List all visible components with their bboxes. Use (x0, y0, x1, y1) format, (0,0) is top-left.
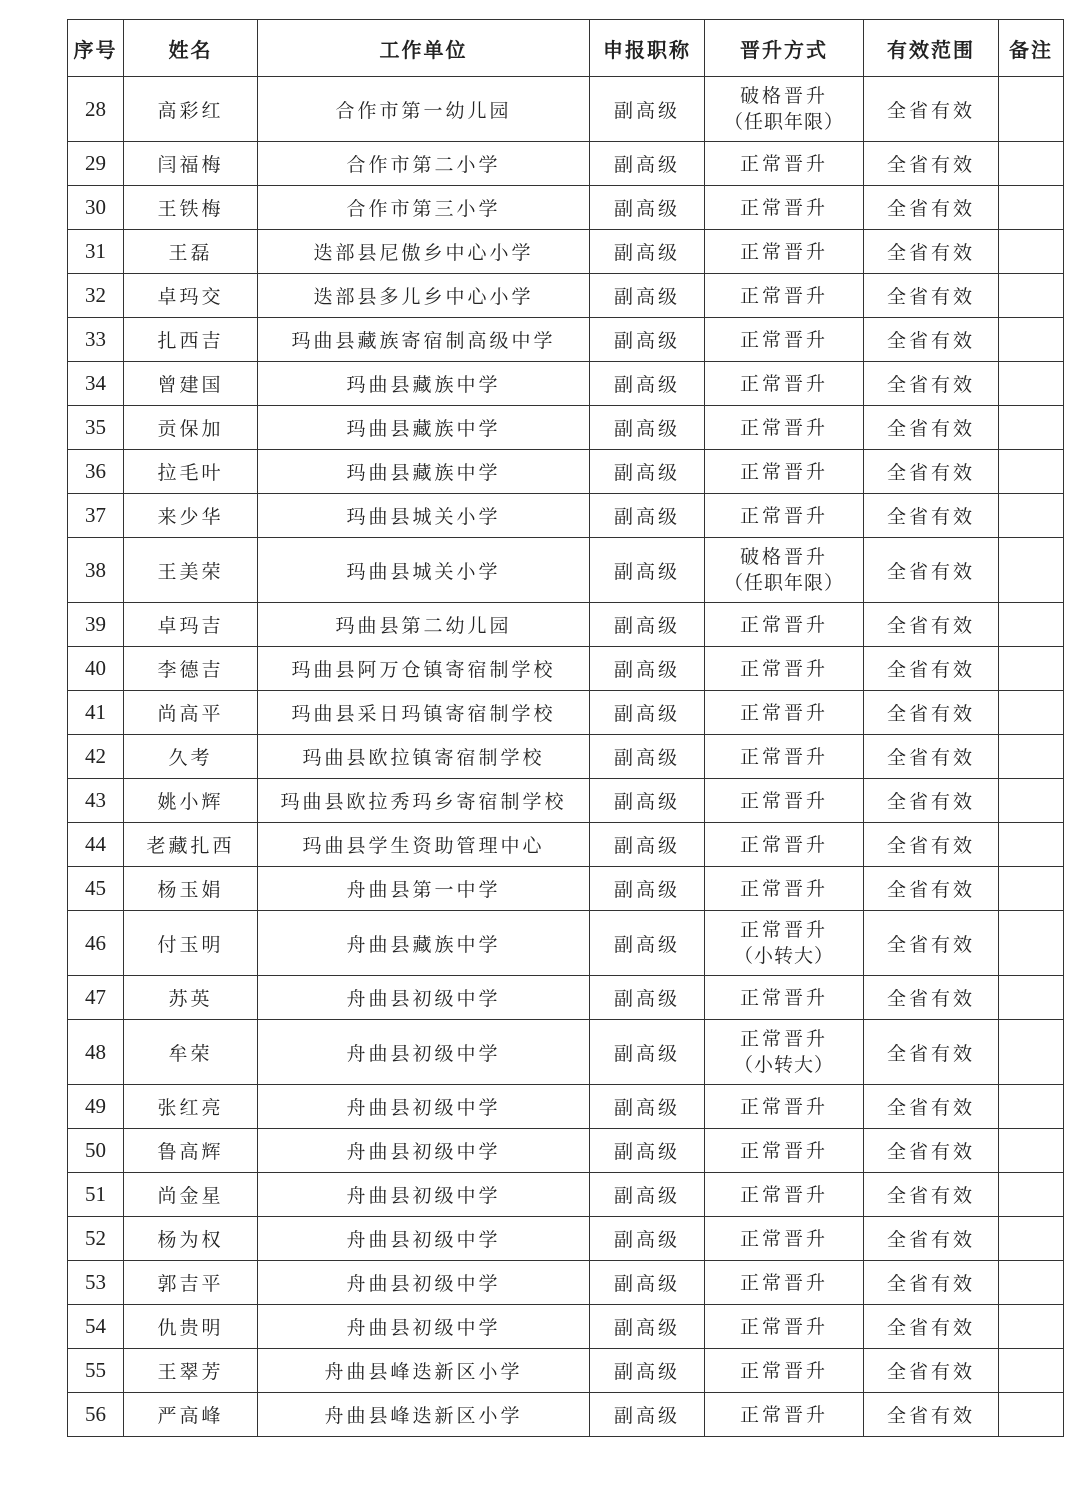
name-cell: 老藏扎西 (124, 823, 258, 867)
unit-cell: 舟曲县峰迭新区小学 (258, 1349, 590, 1393)
title-cell: 副高级 (590, 603, 705, 647)
row-number-cell: 54 (68, 1305, 124, 1349)
unit-cell: 玛曲县采日玛镇寄宿制学校 (258, 691, 590, 735)
remark-cell (999, 1349, 1064, 1393)
method-cell (705, 867, 864, 911)
unit-cell: 合作市第三小学 (258, 186, 590, 230)
table-row (68, 976, 1064, 1020)
method-cell (705, 1020, 864, 1085)
remark-cell (999, 450, 1064, 494)
table-row (68, 1305, 1064, 1349)
title-cell: 副高级 (590, 362, 705, 406)
method-cell (705, 603, 864, 647)
row-number-cell: 53 (68, 1261, 124, 1305)
row-number-cell: 46 (68, 911, 124, 976)
scope-cell: 全省有效 (864, 1261, 999, 1305)
method-label: 正常晋升 (739, 1227, 828, 1250)
row-number-cell: 35 (68, 406, 124, 450)
name-cell: 拉毛叶 (124, 450, 258, 494)
method-cell (705, 1349, 864, 1393)
scope-cell: 全省有效 (864, 1173, 999, 1217)
title-cell: 副高级 (590, 1173, 705, 1217)
row-number-cell: 44 (68, 823, 124, 867)
remark-cell (999, 538, 1064, 603)
title-cell: 副高级 (590, 318, 705, 362)
unit-cell: 玛曲县欧拉镇寄宿制学校 (258, 735, 590, 779)
table-row (68, 494, 1064, 538)
method-cell (705, 362, 864, 406)
remark-cell (999, 823, 1064, 867)
unit-cell: 舟曲县初级中学 (258, 1173, 590, 1217)
method-label: 正常晋升 (739, 460, 828, 483)
title-cell: 副高级 (590, 691, 705, 735)
scope-cell: 全省有效 (864, 691, 999, 735)
name-cell: 久考 (124, 735, 258, 779)
table-row (68, 1173, 1064, 1217)
method-label: 正常晋升 (739, 1095, 828, 1118)
table-row (68, 362, 1064, 406)
unit-cell: 玛曲县藏族寄宿制高级中学 (258, 318, 590, 362)
title-cell: 副高级 (590, 186, 705, 230)
unit-cell: 玛曲县藏族中学 (258, 406, 590, 450)
method-cell (705, 647, 864, 691)
title-cell: 副高级 (590, 274, 705, 318)
scope-cell: 全省有效 (864, 230, 999, 274)
scope-cell: 全省有效 (864, 274, 999, 318)
row-number-cell: 52 (68, 1217, 124, 1261)
unit-cell: 玛曲县藏族中学 (258, 450, 590, 494)
unit-cell: 舟曲县藏族中学 (258, 911, 590, 976)
row-number-cell: 50 (68, 1129, 124, 1173)
unit-cell: 玛曲县第二幼儿园 (258, 603, 590, 647)
method-label: 正常晋升 (739, 372, 828, 395)
remark-cell (999, 976, 1064, 1020)
row-number-cell: 43 (68, 779, 124, 823)
method-label: 正常晋升 (739, 1139, 828, 1162)
name-cell: 姚小辉 (124, 779, 258, 823)
name-cell: 贡保加 (124, 406, 258, 450)
table-row (68, 274, 1064, 318)
unit-cell: 舟曲县初级中学 (258, 1305, 590, 1349)
unit-cell: 玛曲县学生资助管理中心 (258, 823, 590, 867)
name-cell: 王铁梅 (124, 186, 258, 230)
remark-cell (999, 362, 1064, 406)
method-label: 正常晋升 (739, 789, 828, 812)
unit-cell: 玛曲县藏族中学 (258, 362, 590, 406)
table-row (68, 450, 1064, 494)
scope-cell: 全省有效 (864, 1349, 999, 1393)
row-number-cell: 36 (68, 450, 124, 494)
method-label: 正常晋升 (739, 196, 828, 219)
method-label: 正常晋升 (739, 240, 828, 263)
table-row (68, 867, 1064, 911)
remark-cell (999, 1085, 1064, 1129)
method-note: （任职年限） (723, 111, 844, 133)
method-cell (705, 494, 864, 538)
method-cell (705, 186, 864, 230)
table-row (68, 603, 1064, 647)
table-row (68, 691, 1064, 735)
table-row (68, 911, 1064, 976)
name-cell: 郭吉平 (124, 1261, 258, 1305)
header-remark: 备注 (999, 20, 1064, 77)
remark-cell (999, 1129, 1064, 1173)
row-number-cell: 45 (68, 867, 124, 911)
method-cell (705, 911, 864, 976)
remark-cell (999, 1305, 1064, 1349)
scope-cell: 全省有效 (864, 1393, 999, 1437)
method-label: 正常晋升 (739, 152, 828, 175)
unit-cell: 舟曲县第一中学 (258, 867, 590, 911)
table-row (68, 186, 1064, 230)
title-cell: 副高级 (590, 1020, 705, 1085)
table-row (68, 735, 1064, 779)
method-label: 正常晋升 (739, 877, 828, 900)
scope-cell: 全省有效 (864, 647, 999, 691)
row-number-cell: 49 (68, 1085, 124, 1129)
remark-cell (999, 647, 1064, 691)
method-label: 正常晋升 (739, 1403, 828, 1426)
method-label: 正常晋升 (739, 284, 828, 307)
method-note: （小转大） (733, 1054, 834, 1076)
title-cell: 副高级 (590, 450, 705, 494)
scope-cell: 全省有效 (864, 1129, 999, 1173)
remark-cell (999, 779, 1064, 823)
scope-cell: 全省有效 (864, 77, 999, 142)
method-label: 正常晋升 (739, 1315, 828, 1338)
method-cell (705, 1129, 864, 1173)
row-number-cell: 29 (68, 142, 124, 186)
method-label: 正常晋升 (739, 833, 828, 856)
header-no: 序号 (68, 20, 124, 77)
scope-cell: 全省有效 (864, 1020, 999, 1085)
name-cell: 严高峰 (124, 1393, 258, 1437)
row-number-cell: 32 (68, 274, 124, 318)
method-note: （任职年限） (723, 572, 844, 594)
name-cell: 苏英 (124, 976, 258, 1020)
table-row (68, 1129, 1064, 1173)
method-label: 正常晋升 (739, 919, 828, 941)
name-cell: 杨为权 (124, 1217, 258, 1261)
row-number-cell: 28 (68, 77, 124, 142)
table-row (68, 647, 1064, 691)
title-cell: 副高级 (590, 823, 705, 867)
scope-cell: 全省有效 (864, 494, 999, 538)
title-cell: 副高级 (590, 1085, 705, 1129)
method-cell (705, 450, 864, 494)
method-note: （小转大） (733, 945, 834, 967)
scope-cell: 全省有效 (864, 406, 999, 450)
remark-cell (999, 1393, 1064, 1437)
method-cell (705, 823, 864, 867)
title-cell: 副高级 (590, 406, 705, 450)
unit-cell: 舟曲县峰迭新区小学 (258, 1393, 590, 1437)
title-cell: 副高级 (590, 911, 705, 976)
name-cell: 李德吉 (124, 647, 258, 691)
name-cell: 尚金星 (124, 1173, 258, 1217)
method-cell (705, 142, 864, 186)
row-number-cell: 41 (68, 691, 124, 735)
name-cell: 仇贵明 (124, 1305, 258, 1349)
method-label: 正常晋升 (739, 1028, 828, 1050)
name-cell: 鲁高辉 (124, 1129, 258, 1173)
method-label: 正常晋升 (739, 745, 828, 768)
title-cell: 副高级 (590, 1393, 705, 1437)
header-name: 姓名 (124, 20, 258, 77)
method-cell (705, 1305, 864, 1349)
title-cell: 副高级 (590, 647, 705, 691)
unit-cell: 迭部县尼傲乡中心小学 (258, 230, 590, 274)
table-row (68, 1261, 1064, 1305)
unit-cell: 舟曲县初级中学 (258, 1020, 590, 1085)
method-cell (705, 779, 864, 823)
method-label: 正常晋升 (739, 1359, 828, 1382)
method-cell (705, 318, 864, 362)
remark-cell (999, 603, 1064, 647)
remark-cell (999, 186, 1064, 230)
table-row (68, 318, 1064, 362)
scope-cell: 全省有效 (864, 1217, 999, 1261)
remark-cell (999, 911, 1064, 976)
method-cell (705, 406, 864, 450)
scope-cell: 全省有效 (864, 911, 999, 976)
unit-cell: 玛曲县城关小学 (258, 538, 590, 603)
scope-cell: 全省有效 (864, 779, 999, 823)
scope-cell: 全省有效 (864, 186, 999, 230)
name-cell: 杨玉娟 (124, 867, 258, 911)
row-number-cell: 48 (68, 1020, 124, 1085)
title-cell: 副高级 (590, 142, 705, 186)
scope-cell: 全省有效 (864, 1305, 999, 1349)
table-row (68, 77, 1064, 142)
scope-cell: 全省有效 (864, 538, 999, 603)
row-number-cell: 34 (68, 362, 124, 406)
title-cell: 副高级 (590, 494, 705, 538)
method-cell (705, 230, 864, 274)
table-row (68, 230, 1064, 274)
table-row (68, 823, 1064, 867)
title-cell: 副高级 (590, 867, 705, 911)
scope-cell: 全省有效 (864, 318, 999, 362)
title-cell: 副高级 (590, 77, 705, 142)
unit-cell: 舟曲县初级中学 (258, 1085, 590, 1129)
method-cell (705, 735, 864, 779)
remark-cell (999, 735, 1064, 779)
unit-cell: 玛曲县阿万仓镇寄宿制学校 (258, 647, 590, 691)
title-cell: 副高级 (590, 779, 705, 823)
table-row (68, 1217, 1064, 1261)
table-row (68, 406, 1064, 450)
title-cell: 副高级 (590, 1349, 705, 1393)
row-number-cell: 38 (68, 538, 124, 603)
method-label: 正常晋升 (739, 657, 828, 680)
method-cell (705, 976, 864, 1020)
remark-cell (999, 230, 1064, 274)
remark-cell (999, 318, 1064, 362)
title-cell: 副高级 (590, 1305, 705, 1349)
unit-cell: 舟曲县初级中学 (258, 1261, 590, 1305)
remark-cell (999, 274, 1064, 318)
method-cell (705, 1261, 864, 1305)
name-cell: 卓玛交 (124, 274, 258, 318)
scope-cell: 全省有效 (864, 603, 999, 647)
remark-cell (999, 494, 1064, 538)
name-cell: 尚高平 (124, 691, 258, 735)
row-number-cell: 31 (68, 230, 124, 274)
method-cell (705, 691, 864, 735)
remark-cell (999, 1173, 1064, 1217)
unit-cell: 合作市第二小学 (258, 142, 590, 186)
table-row (68, 1349, 1064, 1393)
method-cell (705, 77, 864, 142)
table-row (68, 779, 1064, 823)
method-label: 正常晋升 (739, 1183, 828, 1206)
row-number-cell: 42 (68, 735, 124, 779)
row-number-cell: 40 (68, 647, 124, 691)
unit-cell: 合作市第一幼儿园 (258, 77, 590, 142)
remark-cell (999, 77, 1064, 142)
header-unit: 工作单位 (258, 20, 590, 77)
title-cell: 副高级 (590, 1129, 705, 1173)
table-body (68, 77, 1064, 1437)
table-row (68, 142, 1064, 186)
scope-cell: 全省有效 (864, 823, 999, 867)
title-cell: 副高级 (590, 1217, 705, 1261)
unit-cell: 舟曲县初级中学 (258, 976, 590, 1020)
row-number-cell: 33 (68, 318, 124, 362)
table-row (68, 1393, 1064, 1437)
scope-cell: 全省有效 (864, 976, 999, 1020)
name-cell: 来少华 (124, 494, 258, 538)
title-cell: 副高级 (590, 538, 705, 603)
row-number-cell: 51 (68, 1173, 124, 1217)
table-row (68, 1020, 1064, 1085)
header-method: 晋升方式 (705, 20, 864, 77)
unit-cell: 舟曲县初级中学 (258, 1217, 590, 1261)
method-cell (705, 1393, 864, 1437)
row-number-cell: 30 (68, 186, 124, 230)
table-row (68, 538, 1064, 603)
name-cell: 扎西吉 (124, 318, 258, 362)
name-cell: 张红亮 (124, 1085, 258, 1129)
remark-cell (999, 142, 1064, 186)
name-cell: 王翠芳 (124, 1349, 258, 1393)
method-cell (705, 274, 864, 318)
name-cell: 闫福梅 (124, 142, 258, 186)
remark-cell (999, 1020, 1064, 1085)
scope-cell: 全省有效 (864, 867, 999, 911)
scope-cell: 全省有效 (864, 1085, 999, 1129)
header-title: 申报职称 (590, 20, 705, 77)
remark-cell (999, 691, 1064, 735)
name-cell: 曾建国 (124, 362, 258, 406)
method-label: 正常晋升 (739, 504, 828, 527)
name-cell: 王美荣 (124, 538, 258, 603)
table-row (68, 1085, 1064, 1129)
method-label: 正常晋升 (739, 701, 828, 724)
name-cell: 王磊 (124, 230, 258, 274)
name-cell: 高彩红 (124, 77, 258, 142)
title-cell: 副高级 (590, 735, 705, 779)
name-cell: 付玉明 (124, 911, 258, 976)
method-label: 正常晋升 (739, 416, 828, 439)
method-cell (705, 1173, 864, 1217)
unit-cell: 玛曲县城关小学 (258, 494, 590, 538)
scope-cell: 全省有效 (864, 362, 999, 406)
method-cell (705, 1217, 864, 1261)
unit-cell: 舟曲县初级中学 (258, 1129, 590, 1173)
scope-cell: 全省有效 (864, 735, 999, 779)
title-cell: 副高级 (590, 230, 705, 274)
header-scope: 有效范围 (864, 20, 999, 77)
method-label: 破格晋升 (739, 546, 828, 568)
row-number-cell: 39 (68, 603, 124, 647)
method-cell (705, 1085, 864, 1129)
name-cell: 牟荣 (124, 1020, 258, 1085)
remark-cell (999, 406, 1064, 450)
title-cell: 副高级 (590, 976, 705, 1020)
scope-cell: 全省有效 (864, 142, 999, 186)
table-header-row (68, 20, 1064, 77)
unit-cell: 玛曲县欧拉秀玛乡寄宿制学校 (258, 779, 590, 823)
unit-cell: 迭部县多儿乡中心小学 (258, 274, 590, 318)
remark-cell (999, 867, 1064, 911)
title-cell: 副高级 (590, 1261, 705, 1305)
row-number-cell: 37 (68, 494, 124, 538)
personnel-table (67, 19, 1064, 1437)
remark-cell (999, 1217, 1064, 1261)
method-label: 正常晋升 (739, 328, 828, 351)
remark-cell (999, 1261, 1064, 1305)
method-label: 破格晋升 (739, 85, 828, 107)
scope-cell: 全省有效 (864, 450, 999, 494)
row-number-cell: 56 (68, 1393, 124, 1437)
method-label: 正常晋升 (739, 613, 828, 636)
method-cell (705, 538, 864, 603)
row-number-cell: 55 (68, 1349, 124, 1393)
method-label: 正常晋升 (739, 1271, 828, 1294)
method-label: 正常晋升 (739, 986, 828, 1009)
row-number-cell: 47 (68, 976, 124, 1020)
name-cell: 卓玛吉 (124, 603, 258, 647)
